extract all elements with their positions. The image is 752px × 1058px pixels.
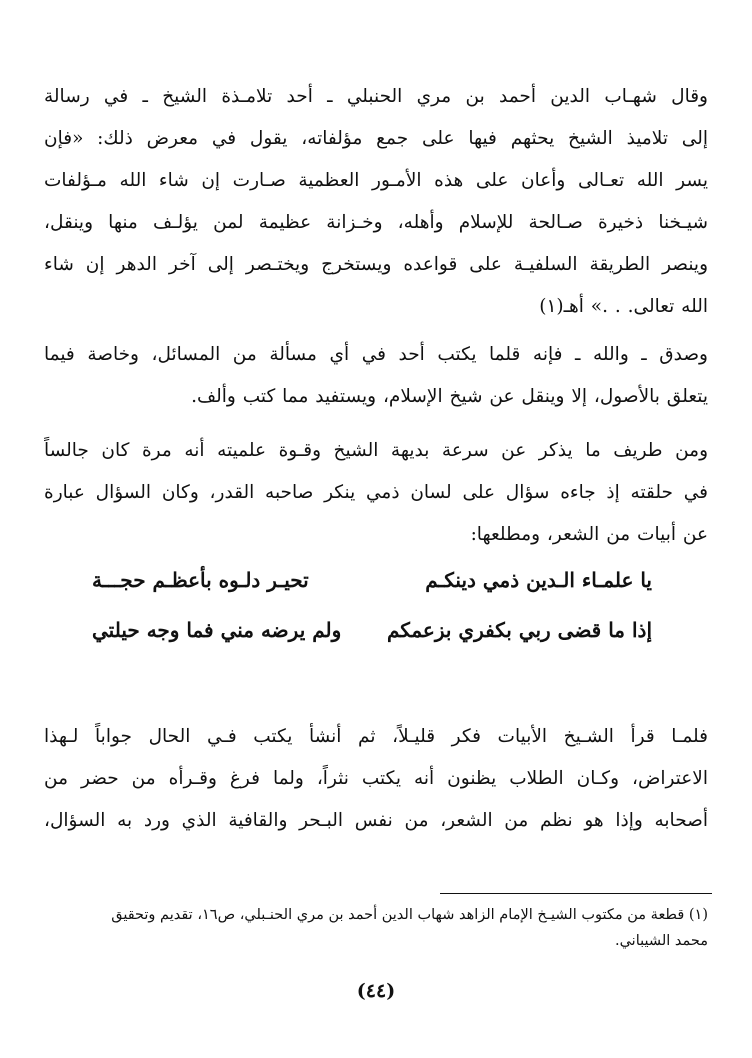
paragraph-citation-influence	[44, 334, 708, 418]
text-line: شيـخنا ذخيرة صـالحة للإسلام وأهله، وخـزانة عظيمة لمن يؤلـف منها وينقل،	[44, 212, 708, 233]
text-line: إلى تلاميذ الشيخ يحثهم فيها على جمع مؤلفاته، يقول في معرض ذلك: «فإن	[44, 128, 708, 149]
poem-verses	[92, 555, 652, 655]
text-line: يسر الله تعـالى وأعان على هذه الأمـور العظمية صـارت إن شاء الله مـؤلفات	[44, 170, 708, 191]
footnote-line: (١) قطعة من مكتوب الشيـخ الإمام الزاهد شهاب الدين أحمد بن مري الحنـبلي، ص١٦، تقديم وتحقيق	[111, 907, 708, 923]
text-line: الاعتراض، وكـان الطلاب يظنون أنه يكتب نثراً، ولما فرغ وقـرأه من حضر من	[44, 768, 708, 789]
text-line: فلمـا قرأ الشـيخ الأبيات فكر قليـلاً، ثم أنشأ يكتب فـي الحال جواباً لـهذا	[44, 726, 708, 747]
text-line: وصدق ـ والله ـ فإنه قلما يكتب أحد في أي مسألة من المسائل، وخاصة فيما	[44, 344, 708, 365]
text-line: يتعلق بالأصول، إلا وينقل عن شيخ الإسلام، ويستفيد مما كتب وألف.	[191, 386, 708, 407]
text-line: في حلقته إذ جاءه سؤال على لسان ذمي ينكر صاحبه القدر، وكان السؤال عبارة	[44, 482, 708, 503]
footnote	[44, 902, 708, 954]
text-line: وينصر الطريقة السلفيـة على قواعده ويستخرج ويختـصر إلى آخر الدهر إن شاء	[44, 254, 708, 275]
page-number: (٤٤)	[356, 980, 396, 1002]
verse-hemistich-first: يا علمـاء الـدين ذمي دينكـم	[425, 568, 652, 592]
text-line: ومن طريف ما يذكر عن سرعة بديهة الشيخ وقـوة علميته أنه مرة كان جالساً	[44, 440, 708, 461]
paragraph-ibn-marri-letter	[44, 76, 708, 328]
verse-hemistich-second: تحيـر دلـوه بأعظـم حجـــة	[92, 568, 309, 592]
text-line: أصحابه وإذا هو نظم من الشعر، من نفس البـحر والقافية الذي ورد به السؤال،	[44, 810, 708, 831]
paragraph-dhimmi-question	[44, 430, 708, 556]
verse-hemistich-second: ولم يرضه مني فما وجه حيلتي	[92, 618, 342, 642]
verse-hemistich-first: إذا ما قضى ربي بكفري بزعمكم	[387, 618, 652, 642]
verse-line	[92, 605, 652, 655]
footnote-separator	[440, 893, 712, 894]
text-line: عن أبيات من الشعر، ومطلعها:	[470, 524, 708, 545]
footnote-line: محمد الشيباني.	[614, 933, 708, 949]
paragraph-sheikh-response	[44, 716, 708, 842]
text-line: الله تعالى. . .» أهـ(١)	[539, 296, 708, 317]
verse-line	[92, 555, 652, 605]
text-line: وقال شهـاب الدين أحمد بن مري الحنبلي ـ أحد تلامـذة الشيخ ـ في رسالة	[44, 86, 708, 107]
